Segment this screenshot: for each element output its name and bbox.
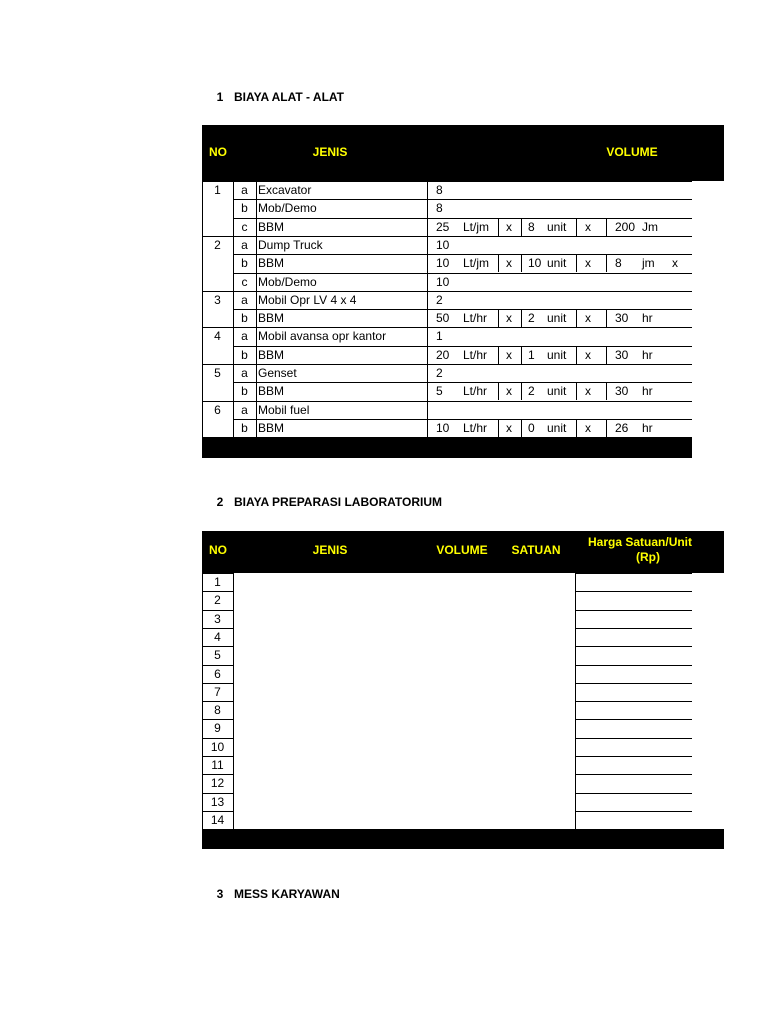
table-row: 13 [210,795,225,809]
table-row: 3 [214,612,221,626]
row-volume-part: 10 [528,256,542,270]
row-no: 5 [214,366,221,380]
vol-divider [576,382,577,400]
table-row: 14 [210,813,225,827]
table2-header-satuan: SATUAN [511,543,561,557]
row-volume-part: x [585,311,591,325]
row-sub: a [241,293,248,307]
vol-divider [498,254,499,272]
row-volume-part: unit [547,348,567,362]
row-jenis: BBM [258,421,285,435]
row-volume-part: 8 [436,183,443,197]
row-sub: a [241,403,248,417]
row-jenis: Mobil avansa opr kantor [258,329,387,343]
row-volume-part: 25 [436,220,450,234]
row-divider [575,610,692,611]
vol-divider [606,254,607,272]
row-divider [575,719,692,720]
col-divider [233,573,234,829]
row-sub: b [241,311,248,325]
vol-divider [498,309,499,327]
row-volume-part: hr [642,311,653,325]
row-jenis: Mobil fuel [258,403,310,417]
row-divider [575,646,692,647]
row-volume-part: Lt/hr [463,384,488,398]
row-volume-part: 2 [436,293,443,307]
vol-divider [498,382,499,400]
row-volume-part: x [585,256,591,270]
row-volume-part: 26 [615,421,629,435]
row-sub: b [241,421,248,435]
row-volume-part: x [585,421,591,435]
table2-header-harga-line2: (Rp) [636,550,660,564]
row-sub: b [241,384,248,398]
row-divider [575,665,692,666]
table2-footer [202,829,724,849]
section-number: 1 [216,90,224,104]
vol-divider [576,346,577,364]
row-no [202,382,233,400]
row-volume-part: 8 [436,201,443,215]
row-volume-part: 2 [528,384,535,398]
vol-divider [521,309,522,327]
row-volume-part: unit [547,384,567,398]
table2-header-jenis: JENIS [312,543,348,557]
row-jenis: BBM [258,348,285,362]
row-no [202,218,233,236]
row-no: 3 [214,293,221,307]
row-volume-part: unit [547,256,567,270]
row-volume-part: x [672,256,678,270]
row-volume-part: 200 [615,220,636,234]
vol-divider [498,218,499,236]
row-volume-part: x [506,256,512,270]
row-divider [575,701,692,702]
vol-divider [576,254,577,272]
row-volume-part: 30 [615,348,629,362]
row-no [202,419,233,437]
row-volume-part: x [585,384,591,398]
table2-header-volume: VOLUME [436,543,488,557]
row-divider [575,738,692,739]
row-jenis: Mob/Demo [258,275,317,289]
col-divider [427,181,428,437]
row-sub: b [241,256,248,270]
row-volume-part: 8 [528,220,535,234]
row-jenis: BBM [258,220,285,234]
section-number: 2 [216,495,224,509]
row-volume-part: 10 [436,256,450,270]
table-row: 8 [214,703,221,717]
row-jenis: Excavator [258,183,312,197]
row-sub: a [241,366,248,380]
row-no: 2 [214,238,221,252]
row-volume-part: x [585,220,591,234]
row-no [202,199,233,217]
table-row: 7 [214,685,221,699]
row-jenis: Genset [258,366,297,380]
row-jenis: BBM [258,256,285,270]
row-sub: c [241,220,248,234]
row-divider [575,683,692,684]
vol-divider [521,382,522,400]
row-volume-part: Jm [642,220,658,234]
row-volume-part: 1 [436,329,443,343]
row-volume-part: jm [642,256,655,270]
row-sub: a [241,183,248,197]
row-volume-part: 10 [436,275,450,289]
row-divider [575,628,692,629]
table2-header-harga-line1: Harga Satuan/Unit [588,535,693,549]
row-jenis: Mob/Demo [258,201,317,215]
vol-divider [521,419,522,437]
row-volume-part: 50 [436,311,450,325]
row-volume-part: Lt/jm [463,256,490,270]
row-volume-part: 30 [615,311,629,325]
row-divider [575,774,692,775]
row-volume-part: unit [547,220,567,234]
row-volume-part: 30 [615,384,629,398]
vol-divider [498,346,499,364]
row-volume-part: hr [642,348,653,362]
row-volume-part: Lt/hr [463,311,488,325]
row-volume-part: x [506,348,512,362]
row-jenis: Mobil Opr LV 4 x 4 [258,293,357,307]
row-sub: c [241,275,248,289]
table-row: 6 [214,667,221,681]
row-sub: b [241,348,248,362]
table-row: 11 [211,758,224,772]
row-volume-part: 2 [436,366,443,380]
section-label: BIAYA ALAT - ALAT [234,90,344,104]
row-divider [575,811,692,812]
row-volume-part: 0 [528,421,535,435]
vol-divider [521,254,522,272]
row-no: 1 [214,183,221,197]
row-volume-part: Lt/jm [463,220,490,234]
vol-divider [606,218,607,236]
table-row: 5 [214,648,221,662]
row-sub: a [241,238,248,252]
row-sub: a [241,329,248,343]
row-volume-part: 8 [615,256,622,270]
vol-divider [606,419,607,437]
row-volume-part: 10 [436,238,450,252]
row-volume-part: 1 [528,348,535,362]
vol-divider [576,218,577,236]
table-row: 4 [214,630,221,644]
vol-divider [576,309,577,327]
row-jenis: BBM [258,311,285,325]
table-row: 1 [214,575,221,589]
row-no: 4 [214,329,221,343]
table1-header-volume: VOLUME [606,145,658,159]
vol-divider [521,218,522,236]
row-volume-part: Lt/hr [463,348,488,362]
section-number: 3 [216,887,224,901]
row-volume-part: x [585,348,591,362]
table1-header-jenis: JENIS [312,145,348,159]
vol-divider [498,419,499,437]
row-volume-part: 10 [436,421,450,435]
table-row: 10 [210,740,225,754]
row-volume-part: 5 [436,384,443,398]
row-divider [575,591,692,592]
row-volume-part: 2 [528,311,535,325]
table1-header-no: NO [209,145,227,159]
row-volume-part: x [506,220,512,234]
row-no [202,273,233,291]
vol-divider [606,346,607,364]
row-volume-part: hr [642,421,653,435]
row-volume-part: unit [547,311,567,325]
row-sub: b [241,201,248,215]
row-jenis: Dump Truck [258,238,323,252]
table2-header-no: NO [209,543,227,557]
row-no: 6 [214,403,221,417]
row-volume-part: x [506,384,512,398]
row-no [202,309,233,327]
row-volume-part: hr [642,384,653,398]
row-no [202,254,233,272]
row-divider [575,793,692,794]
table-row: 2 [214,593,221,607]
row-divider [575,756,692,757]
row-no [202,346,233,364]
row-divider [575,573,692,574]
vol-divider [521,346,522,364]
row-volume-part: unit [547,421,567,435]
table1-footer [202,438,692,458]
table-row: 12 [210,776,225,790]
row-volume-part: 20 [436,348,450,362]
row-jenis: BBM [258,384,285,398]
vol-divider [606,382,607,400]
row-volume-part: x [506,311,512,325]
table2-header-harga [576,535,693,569]
section-label: BIAYA PREPARASI LABORATORIUM [234,495,443,509]
table-row: 9 [214,721,221,735]
vol-divider [576,419,577,437]
row-volume-part: Lt/hr [463,421,488,435]
col-divider [256,181,257,437]
vol-divider [606,309,607,327]
row-volume-part: x [506,421,512,435]
section-label: MESS KARYAWAN [234,887,340,901]
